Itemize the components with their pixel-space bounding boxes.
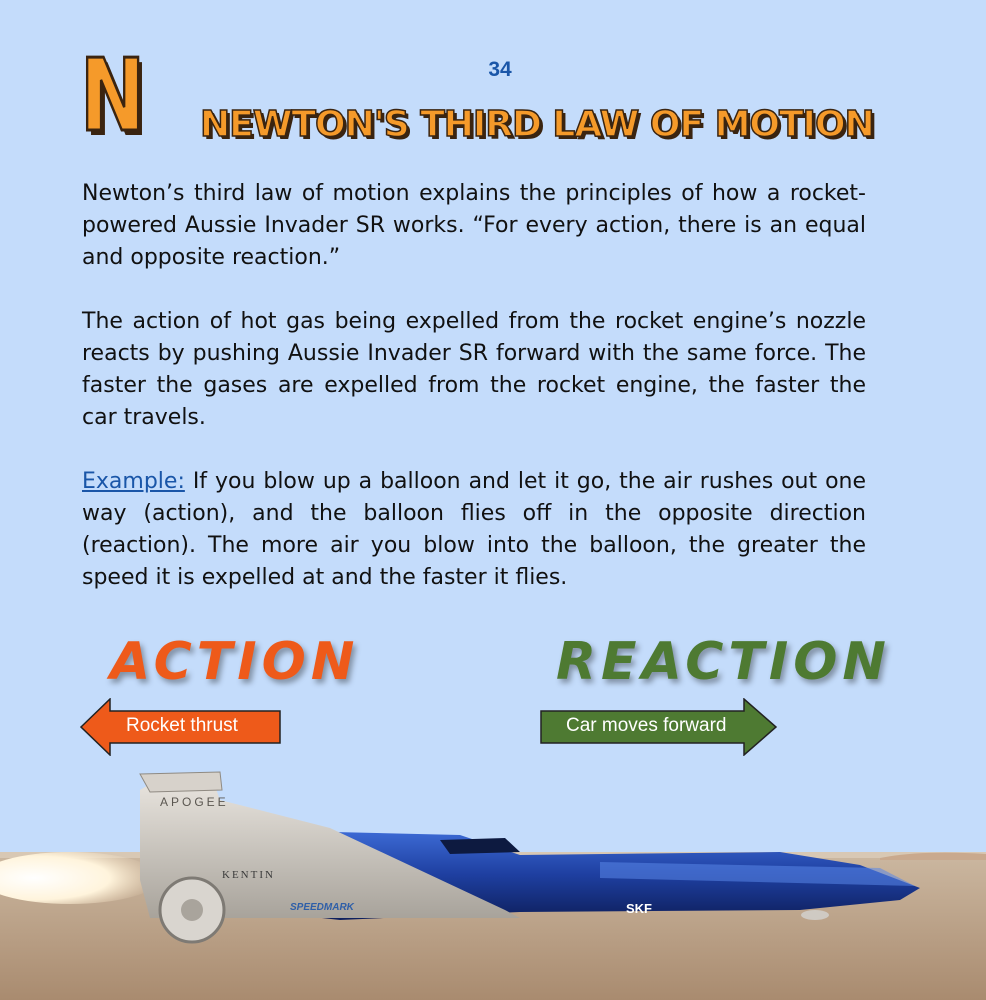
page-number: 34	[488, 58, 512, 81]
tail-fin	[140, 772, 222, 792]
reaction-heading: REACTION	[556, 632, 891, 692]
paragraph-intro: Newton’s third law of motion explains the principles of how a rocket-powered Aussie Invader SR works. “For every action, there is an equal and opposite reaction.”	[82, 181, 866, 270]
rear-wheel	[160, 878, 224, 942]
chapter-title: NEWTON'S THIRD LAW OF MOTION	[200, 104, 874, 145]
paragraph-action: The action of hot gas being expelled from the rocket engine’s nozzle reacts by pushing Aussie Invader SR forward with the same force. The faster the gases are expelled from the rocket engine, the faster the car travels.	[82, 309, 866, 430]
car-moves-forward-label: Car moves forward	[566, 715, 727, 736]
rocket-thrust-label: Rocket thrust	[126, 715, 238, 736]
example-text: If you blow up a balloon and let it go, the air rushes out one way (action), and the balloon flies off in the opposite direction (reaction). The more air you blow into the balloon, the greater the speed it is expelled at and the faster it flies.	[82, 469, 867, 590]
cockpit	[440, 838, 520, 854]
apogee-logo: APOGEE	[160, 795, 229, 809]
chapter-letter: N	[80, 37, 146, 154]
skf-decal: SKF	[626, 901, 652, 916]
paragraph-example	[82, 466, 866, 594]
example-link[interactable]: Example:	[82, 469, 185, 494]
kentin-decal: KENTIN	[222, 869, 275, 881]
rocket-car-illustration	[0, 760, 986, 1000]
action-heading: ACTION	[110, 632, 360, 692]
speedmark-decal: SPEEDMARK	[290, 902, 354, 913]
